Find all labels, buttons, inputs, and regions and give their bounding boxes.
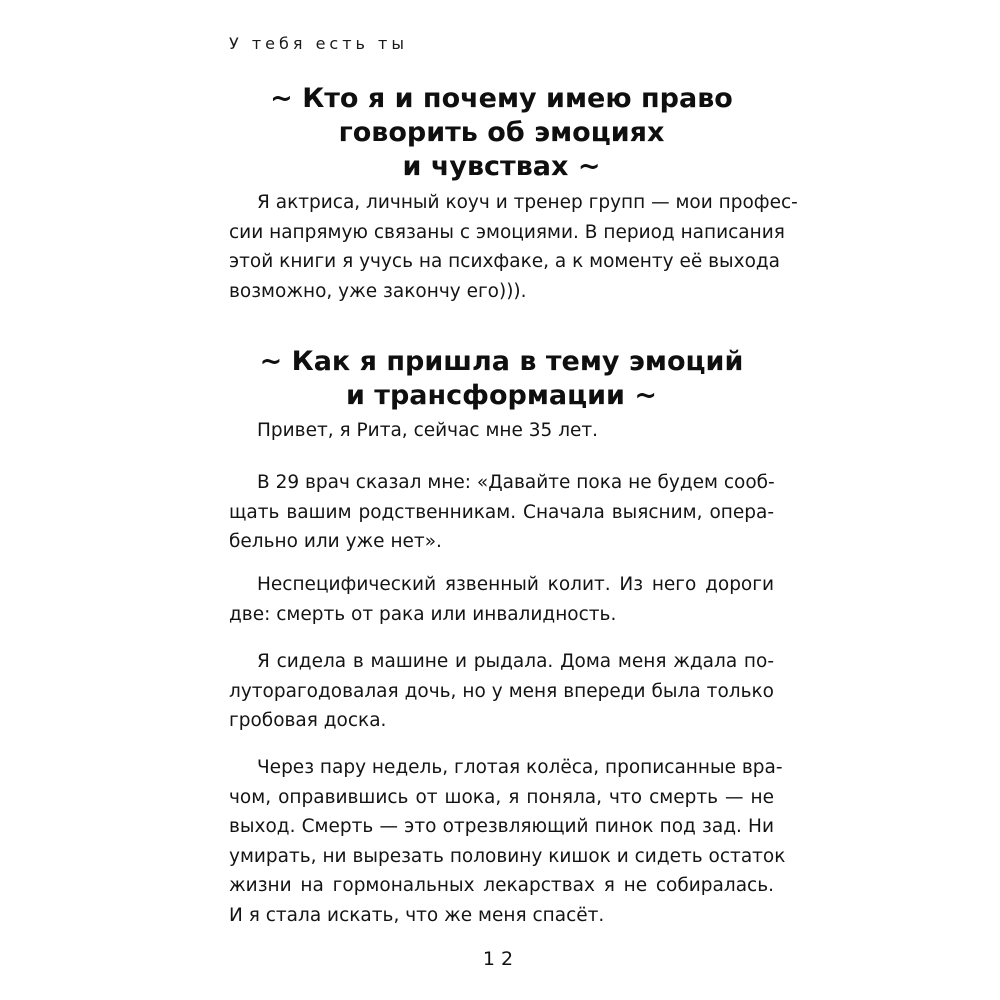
heading-line: и чувствах ~ [402, 151, 601, 182]
text-line: В 29 врач сказал мне: «Давайте пока не будем сооб- [257, 472, 775, 493]
text-line: луторагодовалая дочь, но у меня впереди была только [229, 680, 774, 702]
paragraph [229, 753, 786, 930]
heading-line: ~ Кто я и почему имею право [270, 83, 733, 114]
text-line: щать вашим родственникам. Сначала выясним, опера- [229, 501, 774, 523]
text-line: Я актриса, личный коуч и тренер групп — мои профес- [257, 192, 798, 213]
text-line: умирать, ни вырезать половину кишок и сидеть остаток [229, 845, 786, 867]
text-line: И я стала искать, что же меня спасёт. [229, 904, 605, 926]
text-line: сии напрямую связаны с эмоциями. В период написания [229, 221, 785, 243]
section-heading [229, 345, 774, 413]
paragraph [229, 468, 774, 557]
text-line: этой книги я учусь на психфаке, а к моменту её выхода [229, 251, 781, 272]
heading-line: говорить об эмоциях [338, 117, 665, 148]
text-line: чом, оправившись от шока, я поняла, что смерть — не [229, 786, 774, 808]
paragraph [229, 570, 774, 629]
page-number: 12 [482, 948, 520, 970]
paragraph [229, 416, 774, 446]
text-line: Привет, я Рита, сейчас мне 35 лет. [257, 420, 599, 441]
text-line: жизни на гормональных лекарствах я не собиралась. [229, 875, 774, 896]
heading-line: ~ Как я пришла в тему эмоций [259, 346, 744, 377]
text-line: Я сидела в машине и рыдала. Дома меня ждала по- [257, 651, 774, 672]
text-line: бельно или уже нет». [229, 531, 442, 552]
text-line: две: смерть от рака или инвалидность. [229, 603, 617, 625]
section-heading [229, 82, 774, 184]
text-line: возможно, уже закончу его))). [229, 280, 527, 302]
paragraph [229, 647, 774, 736]
heading-line: и трансформации ~ [345, 380, 657, 411]
running-head: У тебя есть ты [229, 34, 409, 53]
text-line: выход. Смерть — это отрезвляющий пинок под зад. Ни [229, 816, 774, 837]
text-line: Неспецифический язвенный колит. Из него дороги [257, 574, 774, 595]
paragraph [229, 188, 798, 306]
text-line: гробовая доска. [229, 710, 387, 731]
text-line: Через пару недель, глотая колёса, прописанные вра- [257, 757, 783, 778]
